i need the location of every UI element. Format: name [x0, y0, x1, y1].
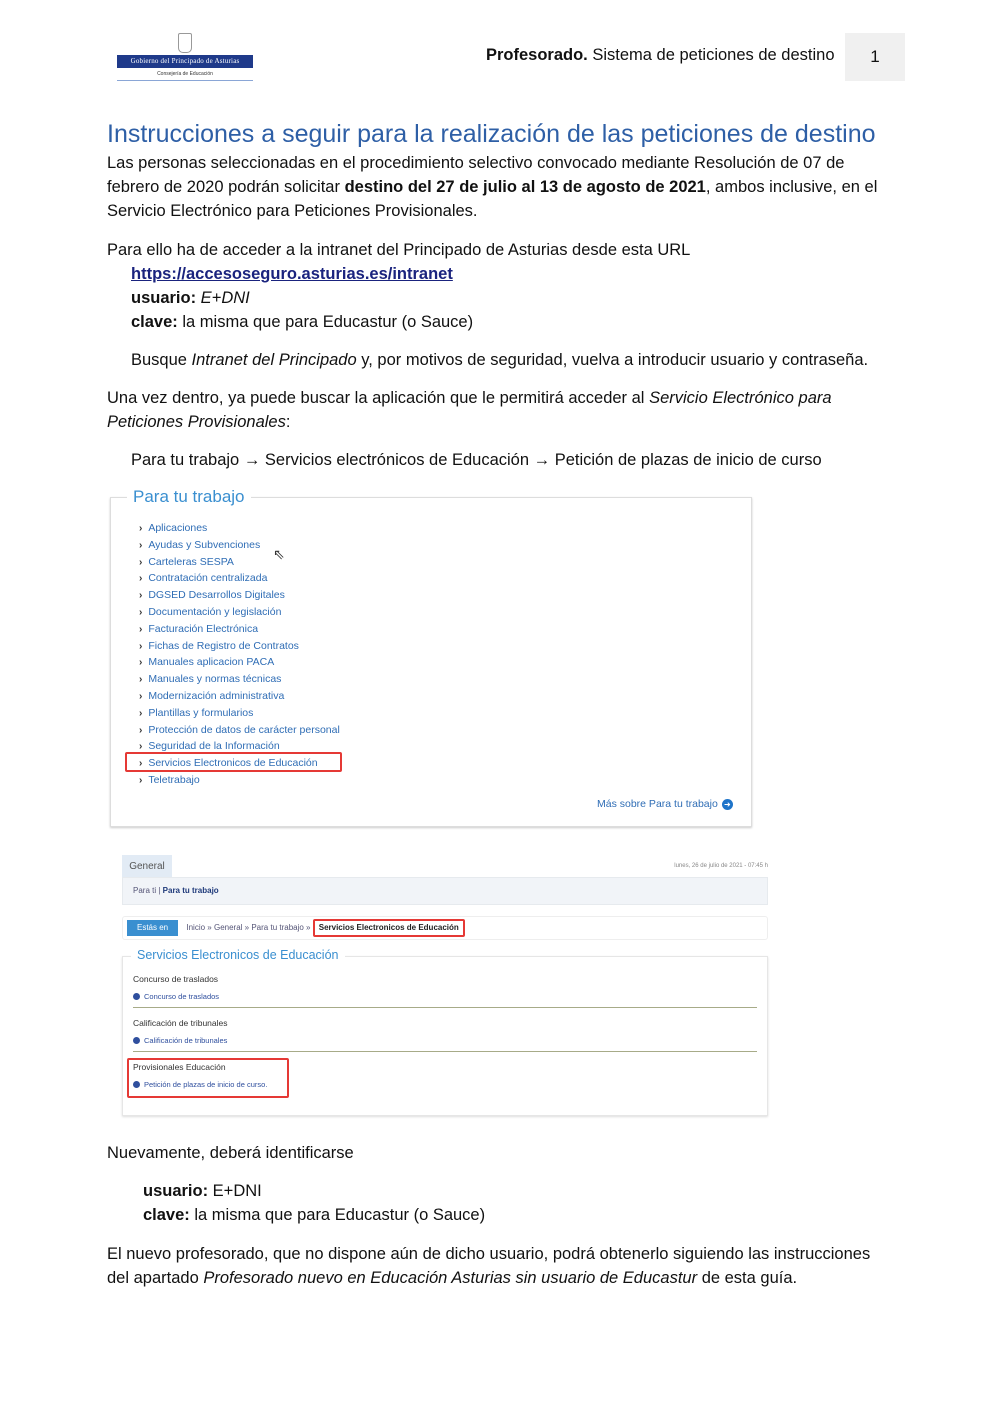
nav-para-tu-trabajo[interactable]: Para tu trabajo: [162, 886, 219, 895]
chevron-right-icon: ›: [139, 523, 143, 534]
menu-item[interactable]: › Aplicaciones: [139, 522, 208, 534]
tab-general[interactable]: General: [122, 855, 172, 877]
chevron-right-icon: ›: [139, 707, 143, 719]
chevron-right-icon: ›: [139, 741, 143, 753]
date-text: lunes, 26 de julio de 2021 - 07:45 h: [674, 863, 768, 869]
menu-item[interactable]: › Modernización administrativa: [139, 689, 285, 702]
menu-item[interactable]: › Seguridad de la Información: [139, 740, 280, 753]
menu-item[interactable]: › Contratación centralizada: [139, 572, 268, 585]
chevron-right-icon: ›: [139, 657, 143, 669]
chevron-right-icon: ›: [139, 758, 143, 770]
chevron-right-icon: ›: [139, 590, 143, 602]
access-block: https://accesoseguro.asturias.es/intranet usuario: E+DNI clave: la misma que para Educastur (o Sauce): [131, 265, 474, 331]
more-link[interactable]: Más sobre Para tu trabajo ➜: [597, 798, 733, 810]
chevron-right-icon: ›: [139, 606, 143, 618]
menu-item[interactable]: › Servicios Electronicos de Educación: [139, 757, 318, 770]
logo: [117, 33, 255, 83]
group-concurso: Concurso de traslados Concurso de traslados: [133, 974, 757, 1008]
screenshot-servicios: [122, 855, 768, 1117]
menu-item[interactable]: › Facturación Electrónica: [139, 622, 259, 635]
chevron-right-icon: ›: [139, 774, 143, 786]
chevron-right-icon: ›: [139, 724, 143, 736]
menu-item[interactable]: › Fichas de Registro de Contratos: [139, 639, 299, 652]
menu-item[interactable]: › Ayudas y Subvenciones: [139, 538, 261, 551]
breadcrumb-general[interactable]: General: [213, 923, 243, 932]
credentials: usuario: E+DNI clave: la misma que para Educastur (o Sauce): [143, 1182, 486, 1224]
chevron-right-icon: ›: [139, 573, 143, 585]
chevron-right-icon: ›: [139, 539, 143, 551]
crest-icon: [178, 33, 192, 53]
menu-item[interactable]: › Manuales aplicacion PACA: [139, 656, 275, 669]
cursor-icon: ⇖: [273, 546, 285, 562]
header-title: Profesorado. Sistema de peticiones de destino: [486, 46, 835, 64]
menu-item[interactable]: › Manuales y normas técnicas: [139, 673, 282, 686]
menu-item[interactable]: › Documentación y legislación: [139, 605, 282, 618]
arrow-circle-icon: ➜: [722, 799, 733, 810]
new-teachers-note: El nuevo profesorado, que no dispone aún de dicho usuario, podrá obtenerlo siguiendo las instrucciones del apartado Profesorado nuevo en Educación Asturias sin usuario de Educastur de esta guía.: [107, 1245, 871, 1287]
screenshot-para-tu-trabajo: [110, 487, 752, 827]
chevron-right-icon: ›: [139, 690, 143, 702]
menu-item[interactable]: › Teletrabajo: [139, 773, 200, 786]
breadcrumb-para-tu-trabajo[interactable]: Para tu trabajo: [251, 923, 304, 932]
logo-line: [117, 80, 253, 81]
menu-item[interactable]: › Plantillas y formularios: [139, 706, 254, 719]
chevron-right-icon: ›: [139, 674, 143, 686]
logo-name: Gobierno del Principado de Asturias: [117, 55, 253, 68]
paragraph-app: Una vez dentro, ya puede buscar la aplicación que le permitirá acceder al Servicio Electrónico para Peticiones Provisionales:: [107, 389, 832, 431]
breadcrumb-current: Servicios Electronicos de Educación: [313, 919, 465, 937]
breadcrumb: Estás en Inicio » General » Para tu trabajo » Servicios Electronicos de Educación: [122, 916, 768, 940]
navigation-path: Para tu trabajo → Servicios electrónicos de Educación → Petición de plazas de inicio de curso: [131, 451, 822, 469]
group-calificacion: Calificación de tribunales Calificación de tribunales: [133, 1018, 757, 1052]
intranet-link[interactable]: https://accesoseguro.asturias.es/intranet: [131, 265, 453, 283]
search-instruction: Busque Intranet del Principado y, por motivos de seguridad, vuelva a introducir usuario y contraseña.: [131, 351, 869, 369]
logo-sub: Consejería de Educación: [157, 71, 213, 77]
concurso-link[interactable]: Concurso de traslados: [133, 992, 757, 1001]
menu-item[interactable]: › Protección de datos de carácter personal: [139, 723, 340, 736]
link-list: [139, 520, 340, 789]
calificacion-link[interactable]: Calificación de tribunales: [133, 1036, 757, 1045]
breadcrumb-label: Estás en: [127, 920, 178, 936]
chevron-right-icon: ›: [139, 556, 143, 568]
menu-item[interactable]: › Carteleras SESPA: [139, 555, 234, 568]
group-provisionales: Provisionales Educación Petición de plazas de inicio de curso.: [133, 1062, 757, 1089]
globe-icon: [133, 993, 140, 1000]
highlight-box: [125, 752, 342, 772]
panel-title: Para tu trabajo: [127, 487, 251, 507]
breadcrumb-inicio[interactable]: Inicio: [186, 923, 206, 932]
page-number: 1: [845, 33, 905, 81]
menu-item[interactable]: › DGSED Desarrollos Digitales: [139, 589, 285, 602]
sub-nav: Para ti | Para tu trabajo: [122, 877, 768, 905]
nav-para-ti[interactable]: Para ti: [133, 886, 157, 895]
chevron-right-icon: ›: [139, 640, 143, 652]
chevron-right-icon: ›: [139, 623, 143, 635]
services-title: Servicios Electronicos de Educación: [131, 948, 345, 962]
paragraph-intro: Las personas seleccionadas en el procedimiento selectivo convocado mediante Resolución de 07 de febrero de 2020 podrán solicitar destino del 27 de julio al 13 de agosto de 2021, ambos inclusive, en el Servicio Electrónico para Peticiones Provisionales.: [107, 154, 878, 220]
peticion-link[interactable]: Petición de plazas de inicio de curso.: [133, 1080, 757, 1089]
globe-icon: [133, 1037, 140, 1044]
access-intro: Para ello ha de acceder a la intranet del Principado de Asturias desde esta URL: [107, 241, 691, 259]
highlight-box: [127, 1058, 289, 1098]
identify-again: Nuevamente, deberá identificarse: [107, 1144, 354, 1162]
services-panel: [122, 948, 768, 1116]
page-title: Instrucciones a seguir para la realización de las peticiones de destino: [107, 120, 876, 148]
